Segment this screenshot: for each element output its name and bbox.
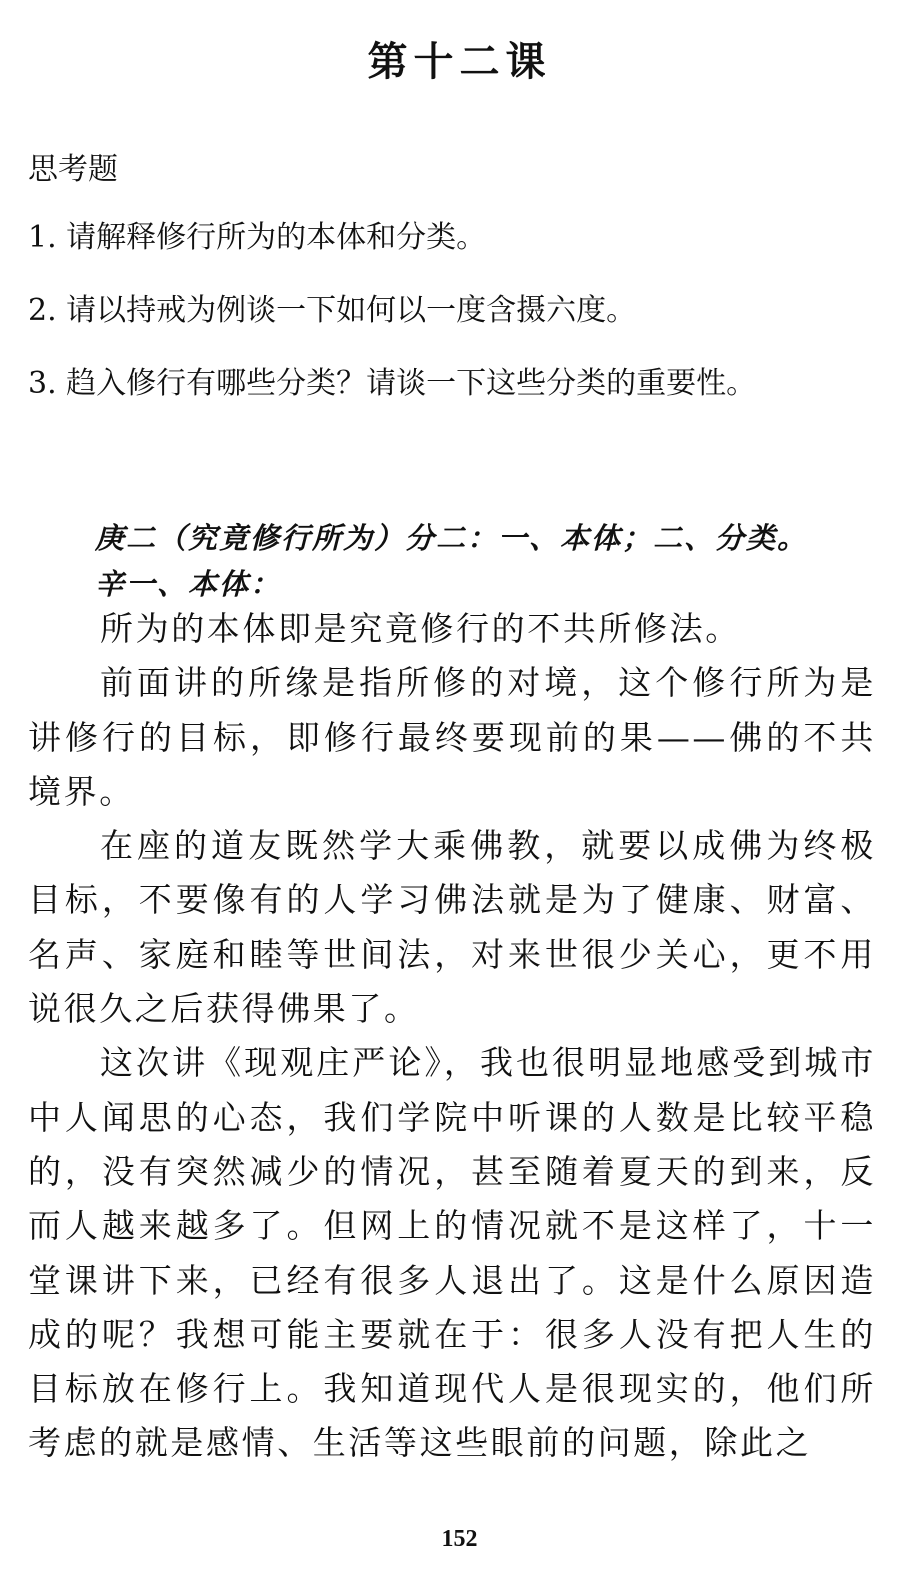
lesson-title: 第十二课 [367, 39, 552, 85]
paragraph-2: 前面讲的所缘是指所修的对境，这个修行所为是讲修行的目标，即修行最终要现前的果——佛的不共境界。 [28, 663, 876, 811]
subsection-heading: 辛一、本体： [95, 567, 282, 601]
body-text [28, 602, 876, 1471]
question-item-3: 3. 趋入修行有哪些分类？请谈一下这些分类的重要性。 [28, 366, 757, 401]
questions-list [28, 218, 756, 437]
question-item-2: 2. 请以持戒为例谈一下如何以一度含摄六度。 [28, 293, 637, 328]
question-item-1: 1. 请解释修行所为的本体和分类。 [28, 220, 487, 255]
questions-heading: 思考题 [28, 152, 118, 187]
section-heading: 庚二（究竟修行所为）分二：一、本体；二、分类。 [95, 521, 809, 555]
paragraph-1: 所为的本体即是究竟修行的不共所修法。 [100, 609, 741, 648]
paragraph-4: 这次讲《现观庄严论》，我也很明显地感受到城市中人闻思的心态，我们学院中听课的人数是比较平稳的，没有突然减少的情况，甚至随着夏天的到来，反而人越来越多了。但网上的情况就不是这样了，十一堂课讲下来，已经有很多人退出了。这是什么原因造成的呢？我想可能主要就在于：很多人没有把人生的目标放在修行上。我知道现代人是很现实的，他们所考虑的就是感情、生活等这些眼前的问题，除此之 [28, 1043, 876, 1463]
paragraph-3: 在座的道友既然学大乘佛教，就要以成佛为终极目标，不要像有的人学习佛法就是为了健康、财富、名声、家庭和睦等世间法，对来世很少关心，更不用说很久之后获得佛果了。 [28, 826, 876, 1029]
page-number: 152 [441, 1526, 478, 1552]
